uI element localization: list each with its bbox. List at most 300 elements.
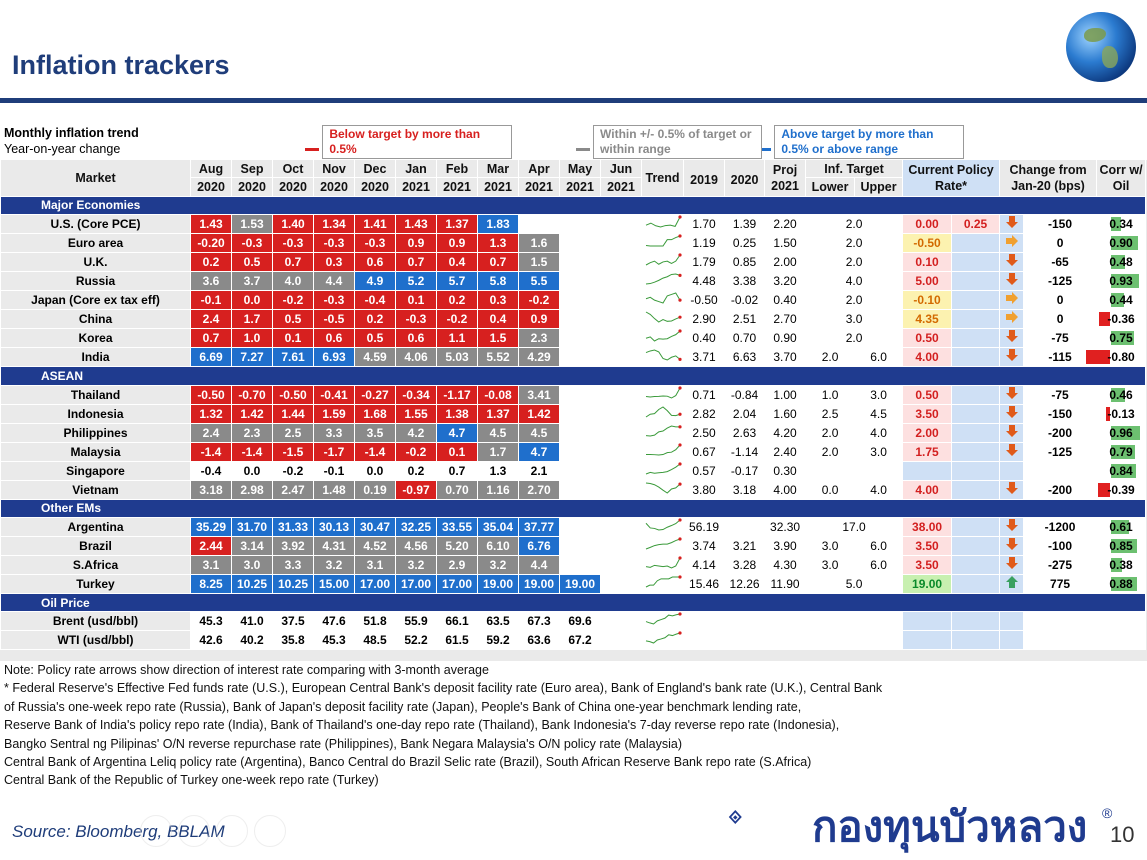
- policy-direction: [1000, 574, 1024, 593]
- nav-button[interactable]: [254, 815, 286, 847]
- inflation-2020: 0.85: [725, 253, 765, 272]
- policy-rate-upper: [952, 234, 1000, 253]
- inflation-cell: -0.3: [314, 234, 355, 253]
- inflation-2019: [684, 612, 725, 631]
- table-row: [1, 291, 1147, 310]
- inflation-cell: 3.7: [232, 272, 273, 291]
- inflation-cell: 7.61: [273, 348, 314, 367]
- table-row: [1, 555, 1147, 574]
- target-lower: [806, 612, 855, 631]
- correlation-value: 0.34: [1109, 217, 1133, 232]
- trend-sparkline: [643, 443, 683, 457]
- table-row: [1, 215, 1147, 234]
- change-bps: -115: [1024, 348, 1097, 367]
- inflation-2020: 3.18: [725, 480, 765, 499]
- inflation-cell: 1.0: [232, 329, 273, 348]
- correlation-value: -0.13: [1107, 406, 1135, 421]
- inflation-2020: -1.14: [725, 442, 765, 461]
- trend-cell: [642, 329, 684, 348]
- target-upper: 6.0: [855, 536, 903, 555]
- inflation-cell: 45.3: [191, 612, 232, 631]
- arrow-down-icon: [1005, 386, 1019, 400]
- policy-rate-upper: [952, 272, 1000, 291]
- change-bps: -75: [1024, 329, 1097, 348]
- inflation-cell: -0.34: [396, 385, 437, 404]
- policy-rate: 19.00: [903, 574, 952, 593]
- arrow-down-icon: [1005, 215, 1019, 229]
- inflation-2019: -0.50: [684, 291, 725, 310]
- inflation-cell: 0.6: [355, 253, 396, 272]
- inflation-cell: 0.6: [314, 329, 355, 348]
- policy-rate-upper: [952, 348, 1000, 367]
- inflation-proj-2021: 4.00: [765, 480, 806, 499]
- policy-direction: [1000, 536, 1024, 555]
- inflation-cell: 4.4: [314, 272, 355, 291]
- inflation-cell: 0.9: [437, 234, 478, 253]
- inflation-cell: 2.5: [273, 423, 314, 442]
- target-upper: 3.0: [855, 385, 903, 404]
- inflation-cell: 3.3: [314, 423, 355, 442]
- policy-rate: 0.50: [903, 385, 952, 404]
- inflation-cell: 3.41: [519, 385, 560, 404]
- table-row: [1, 329, 1147, 348]
- inflation-proj-2021: 3.70: [765, 348, 806, 367]
- target-upper: [855, 631, 903, 650]
- policy-direction: [1000, 404, 1024, 423]
- inflation-2019: 0.57: [684, 461, 725, 480]
- inflation-cell: 66.1: [437, 612, 478, 631]
- col-month: Nov: [314, 160, 355, 178]
- inflation-cell: 19.00: [560, 574, 601, 593]
- inflation-cell: [601, 272, 642, 291]
- inflation-2019: 2.50: [684, 423, 725, 442]
- trend-sparkline: [643, 386, 683, 400]
- inflation-table: [0, 124, 1147, 661]
- target-lower: 3.0: [806, 536, 855, 555]
- inflation-cell: 3.2: [314, 555, 355, 574]
- inflation-cell: [601, 480, 642, 499]
- trend-cell: [642, 536, 684, 555]
- inflation-cell: 2.1: [519, 461, 560, 480]
- inflation-cell: -0.2: [519, 291, 560, 310]
- col-policy: Current Policy Rate*: [903, 160, 1000, 197]
- inflation-cell: 67.2: [560, 631, 601, 650]
- inflation-cell: 59.2: [478, 631, 519, 650]
- col-year: 2020: [273, 178, 314, 196]
- inflation-cell: [560, 423, 601, 442]
- inflation-target: 2.0: [806, 253, 903, 272]
- inflation-cell: 0.1: [437, 442, 478, 461]
- target-upper: [855, 612, 903, 631]
- inflation-2020: [725, 517, 765, 536]
- correlation-value: 0.90: [1109, 236, 1133, 251]
- oil-correlation: [1097, 272, 1146, 291]
- table-row: [1, 404, 1147, 423]
- inflation-cell: 35.8: [273, 631, 314, 650]
- inflation-2020: 6.63: [725, 348, 765, 367]
- oil-correlation: [1097, 310, 1146, 329]
- inflation-cell: 0.19: [355, 480, 396, 499]
- inflation-target: 2.0: [806, 215, 903, 234]
- inflation-cell: 6.76: [519, 536, 560, 555]
- logo-text: กองทุนบัวหลวง: [812, 803, 1088, 850]
- change-bps: 775: [1024, 574, 1097, 593]
- inflation-cell: 2.44: [191, 536, 232, 555]
- policy-direction: [1000, 329, 1024, 348]
- target-lower: [806, 461, 855, 480]
- inflation-cell: -0.2: [396, 442, 437, 461]
- inflation-cell: -0.3: [273, 234, 314, 253]
- inflation-2020: -0.84: [725, 385, 765, 404]
- inflation-2020: 3.28: [725, 555, 765, 574]
- policy-direction: [1000, 517, 1024, 536]
- col-year: 2021: [560, 178, 601, 196]
- arrow-down-icon: [1005, 481, 1019, 495]
- policy-direction: [1000, 310, 1024, 329]
- inflation-cell: 4.5: [519, 423, 560, 442]
- correlation-value: 0.96: [1109, 425, 1133, 440]
- inflation-cell: [560, 385, 601, 404]
- correlation-value: 0.44: [1109, 293, 1133, 308]
- inflation-2019: 0.71: [684, 385, 725, 404]
- inflation-2020: 2.04: [725, 404, 765, 423]
- inflation-cell: 1.83: [478, 215, 519, 234]
- inflation-cell: 0.2: [191, 253, 232, 272]
- market-name: S.Africa: [1, 555, 191, 574]
- title-divider: [0, 98, 1147, 103]
- inflation-cell: 2.98: [232, 480, 273, 499]
- inflation-cell: 0.0: [355, 461, 396, 480]
- change-bps: -75: [1024, 385, 1097, 404]
- target-lower: [806, 631, 855, 650]
- inflation-cell: [601, 631, 642, 650]
- inflation-cell: 1.5: [519, 253, 560, 272]
- inflation-cell: [601, 574, 642, 593]
- inflation-cell: 0.4: [437, 253, 478, 272]
- change-bps: [1024, 631, 1097, 650]
- policy-rate-upper: [952, 612, 1000, 631]
- inflation-cell: [560, 480, 601, 499]
- inflation-cell: 1.42: [519, 404, 560, 423]
- inflation-cell: 0.70: [437, 480, 478, 499]
- section-title: Oil Price: [1, 593, 1146, 611]
- inflation-cell: 0.6: [396, 329, 437, 348]
- trend-sparkline: [643, 556, 683, 570]
- policy-direction: [1000, 442, 1024, 461]
- policy-rate: [903, 612, 952, 631]
- policy-rate: 4.00: [903, 480, 952, 499]
- oil-correlation: [1097, 385, 1146, 404]
- inflation-proj-2021: 2.20: [765, 215, 806, 234]
- inflation-cell: [601, 612, 642, 631]
- inflation-target: 2.0: [806, 291, 903, 310]
- inflation-cell: 0.1: [273, 329, 314, 348]
- correlation-value: 0.79: [1109, 444, 1133, 459]
- inflation-cell: 1.43: [191, 215, 232, 234]
- inflation-cell: 63.5: [478, 612, 519, 631]
- inflation-2020: 2.51: [725, 310, 765, 329]
- inflation-cell: 1.37: [437, 215, 478, 234]
- inflation-cell: [601, 423, 642, 442]
- inflation-cell: -0.1: [191, 291, 232, 310]
- nav-button[interactable]: [140, 815, 172, 847]
- inflation-cell: 0.0: [232, 291, 273, 310]
- inflation-proj-2021: 2.00: [765, 253, 806, 272]
- inflation-target: 4.0: [806, 272, 903, 291]
- col-year: 2021: [478, 178, 519, 196]
- policy-rate: 0.00: [903, 215, 952, 234]
- trend-cell: [642, 612, 684, 631]
- trend-cell: [642, 423, 684, 442]
- trend-cell: [642, 461, 684, 480]
- inflation-cell: [601, 555, 642, 574]
- trend-cell: [642, 291, 684, 310]
- market-name: Brazil: [1, 536, 191, 555]
- oil-correlation: [1097, 253, 1146, 272]
- inflation-cell: -0.27: [355, 385, 396, 404]
- inflation-cell: 0.5: [232, 253, 273, 272]
- legend-grey-swatch: [576, 148, 590, 151]
- inflation-cell: 17.00: [396, 574, 437, 593]
- col-month: Aug: [191, 160, 232, 178]
- inflation-cell: -0.20: [191, 234, 232, 253]
- nav-button[interactable]: [178, 815, 210, 847]
- market-name: Indonesia: [1, 404, 191, 423]
- section-header-row: [1, 196, 1147, 214]
- col-change: Change from Jan-20 (bps): [1000, 160, 1097, 197]
- arrow-down-icon: [1005, 556, 1019, 570]
- inflation-cell: 1.16: [478, 480, 519, 499]
- inflation-cell: [601, 215, 642, 234]
- section-header-row: [1, 367, 1147, 385]
- market-name: U.K.: [1, 253, 191, 272]
- trend-sparkline: [643, 612, 683, 626]
- inflation-cell: -0.3: [396, 310, 437, 329]
- inflation-cell: 1.3: [478, 461, 519, 480]
- col-year: 2020: [232, 178, 273, 196]
- arrow-down-icon: [1005, 443, 1019, 457]
- inflation-cell: [601, 404, 642, 423]
- inflation-cell: 17.00: [355, 574, 396, 593]
- section-title: Other EMs: [1, 499, 1146, 517]
- inflation-cell: 4.31: [314, 536, 355, 555]
- inflation-2019: 1.19: [684, 234, 725, 253]
- policy-rate: 4.00: [903, 348, 952, 367]
- oil-correlation: [1097, 291, 1146, 310]
- target-upper: 6.0: [855, 555, 903, 574]
- trend-sparkline: [643, 291, 683, 305]
- inflation-proj-2021: [765, 612, 806, 631]
- inflation-cell: [560, 272, 601, 291]
- target-lower: 2.5: [806, 404, 855, 423]
- inflation-cell: 31.33: [273, 517, 314, 536]
- inflation-cell: [560, 461, 601, 480]
- policy-rate: 3.50: [903, 404, 952, 423]
- inflation-2020: 3.21: [725, 536, 765, 555]
- change-bps: 0: [1024, 310, 1097, 329]
- inflation-cell: 19.00: [478, 574, 519, 593]
- inflation-cell: 61.5: [437, 631, 478, 650]
- inflation-cell: 1.34: [314, 215, 355, 234]
- arrow-down-icon: [1005, 329, 1019, 343]
- inflation-cell: 0.9: [396, 234, 437, 253]
- inflation-cell: 0.3: [314, 253, 355, 272]
- inflation-cell: 4.29: [519, 348, 560, 367]
- col-month: Jan: [396, 160, 437, 178]
- nav-button[interactable]: [216, 815, 248, 847]
- change-bps: -125: [1024, 442, 1097, 461]
- table-row: [1, 612, 1147, 631]
- inflation-cell: 35.04: [478, 517, 519, 536]
- policy-rate: 0.50: [903, 329, 952, 348]
- policy-direction: [1000, 631, 1024, 650]
- inflation-cell: 4.2: [396, 423, 437, 442]
- oil-correlation: [1097, 329, 1146, 348]
- inflation-cell: [560, 310, 601, 329]
- inflation-cell: 1.7: [478, 442, 519, 461]
- inflation-2019: 4.14: [684, 555, 725, 574]
- correlation-value: 0.85: [1109, 538, 1133, 553]
- policy-rate: 0.10: [903, 253, 952, 272]
- section-title: Major Economies: [1, 196, 1146, 214]
- change-bps: [1024, 612, 1097, 631]
- oil-correlation: [1097, 517, 1146, 536]
- legend-red: Below target by more than 0.5%: [322, 125, 512, 159]
- correlation-value: 0.84: [1109, 463, 1133, 478]
- inflation-target: 2.0: [806, 329, 903, 348]
- inflation-cell: 37.5: [273, 612, 314, 631]
- inflation-2020: 1.39: [725, 215, 765, 234]
- inflation-cell: 4.0: [273, 272, 314, 291]
- inflation-cell: -0.3: [232, 234, 273, 253]
- inflation-cell: [560, 253, 601, 272]
- inflation-cell: 1.44: [273, 404, 314, 423]
- inflation-cell: 0.7: [437, 461, 478, 480]
- arrow-down-icon: [1005, 272, 1019, 286]
- legend-area: [191, 125, 752, 160]
- inflation-cell: 2.3: [519, 329, 560, 348]
- policy-rate-upper: [952, 310, 1000, 329]
- inflation-2019: 56.19: [684, 517, 725, 536]
- inflation-cell: 5.7: [437, 272, 478, 291]
- market-name: Brent (usd/bbl): [1, 612, 191, 631]
- inflation-2019: 3.80: [684, 480, 725, 499]
- trend-sparkline: [643, 631, 683, 645]
- market-name: Russia: [1, 272, 191, 291]
- policy-direction: [1000, 612, 1024, 631]
- inflation-cell: [601, 461, 642, 480]
- trend-cell: [642, 215, 684, 234]
- footnote-line: Note: Policy rate arrows show direction of interest rate comparing with 3-month average: [4, 663, 489, 677]
- correlation-value: -0.39: [1107, 482, 1135, 497]
- inflation-proj-2021: 0.30: [765, 461, 806, 480]
- col-month: Oct: [273, 160, 314, 178]
- inflation-cell: [601, 291, 642, 310]
- table-row: [1, 272, 1147, 291]
- arrow-right-icon: [1005, 310, 1019, 324]
- trend-sparkline: [643, 518, 683, 532]
- table-row: [1, 310, 1147, 329]
- col-lower: Lower: [806, 178, 855, 196]
- inflation-cell: 1.48: [314, 480, 355, 499]
- market-name: Japan (Core ex tax eff): [1, 291, 191, 310]
- inflation-cell: 2.70: [519, 480, 560, 499]
- col-year: 2020: [355, 178, 396, 196]
- target-lower: 3.0: [806, 555, 855, 574]
- market-name: Korea: [1, 329, 191, 348]
- inflation-2019: 1.70: [684, 215, 725, 234]
- trend-cell: [642, 272, 684, 291]
- inflation-cell: 2.4: [191, 423, 232, 442]
- change-bps: -125: [1024, 272, 1097, 291]
- inflation-cell: 3.92: [273, 536, 314, 555]
- policy-direction: [1000, 291, 1024, 310]
- oil-correlation: [1097, 234, 1146, 253]
- inflation-cell: 0.5: [355, 329, 396, 348]
- inflation-target: 17.0: [806, 517, 903, 536]
- inflation-cell: 0.3: [478, 291, 519, 310]
- col-month: May: [560, 160, 601, 178]
- inflation-cell: -0.70: [232, 385, 273, 404]
- trend-cell: [642, 555, 684, 574]
- trend-cell: [642, 404, 684, 423]
- inflation-cell: 1.59: [314, 404, 355, 423]
- inflation-cell: [560, 215, 601, 234]
- trend-sparkline: [643, 234, 683, 248]
- inflation-cell: 30.47: [355, 517, 396, 536]
- oil-correlation: [1097, 461, 1146, 480]
- oil-correlation: [1097, 215, 1146, 234]
- col-upper: Upper: [855, 178, 903, 196]
- change-bps: -100: [1024, 536, 1097, 555]
- section-title: ASEAN: [1, 367, 1146, 385]
- policy-rate: [903, 631, 952, 650]
- policy-rate: 3.50: [903, 536, 952, 555]
- inflation-cell: 47.6: [314, 612, 355, 631]
- policy-rate-upper: [952, 385, 1000, 404]
- correlation-value: -0.36: [1107, 312, 1135, 327]
- col-proj: Proj 2021: [765, 160, 806, 197]
- inflation-cell: 1.68: [355, 404, 396, 423]
- inflation-proj-2021: 2.40: [765, 442, 806, 461]
- trend-cell: [642, 517, 684, 536]
- footnote-line: Central Bank of Argentina Leliq policy rate (Argentina), Banco Central do Brazil Selic rate (Brazil), South African Reserve Bank repo rate (S.Africa): [4, 755, 812, 770]
- policy-rate-upper: [952, 631, 1000, 650]
- inflation-cell: -0.2: [437, 310, 478, 329]
- oil-correlation: [1097, 404, 1146, 423]
- col-year: 2020: [314, 178, 355, 196]
- inflation-cell: 30.13: [314, 517, 355, 536]
- target-upper: [855, 461, 903, 480]
- inflation-proj-2021: 1.50: [765, 234, 806, 253]
- inflation-cell: 0.9: [519, 310, 560, 329]
- inflation-cell: 3.0: [232, 555, 273, 574]
- inflation-cell: -1.4: [191, 442, 232, 461]
- trend-cell: [642, 234, 684, 253]
- trend-cell: [642, 574, 684, 593]
- trend-cell: [642, 310, 684, 329]
- inflation-cell: 3.5: [355, 423, 396, 442]
- target-upper: 4.0: [855, 423, 903, 442]
- inflation-cell: [519, 215, 560, 234]
- col-corr: Corr w/ Oil: [1097, 160, 1146, 197]
- page-number: 10: [1110, 822, 1135, 847]
- inflation-cell: 0.7: [478, 253, 519, 272]
- arrow-right-icon: [1005, 234, 1019, 248]
- inflation-cell: 31.70: [232, 517, 273, 536]
- header-blank: [1146, 125, 1147, 160]
- market-name: Malaysia: [1, 442, 191, 461]
